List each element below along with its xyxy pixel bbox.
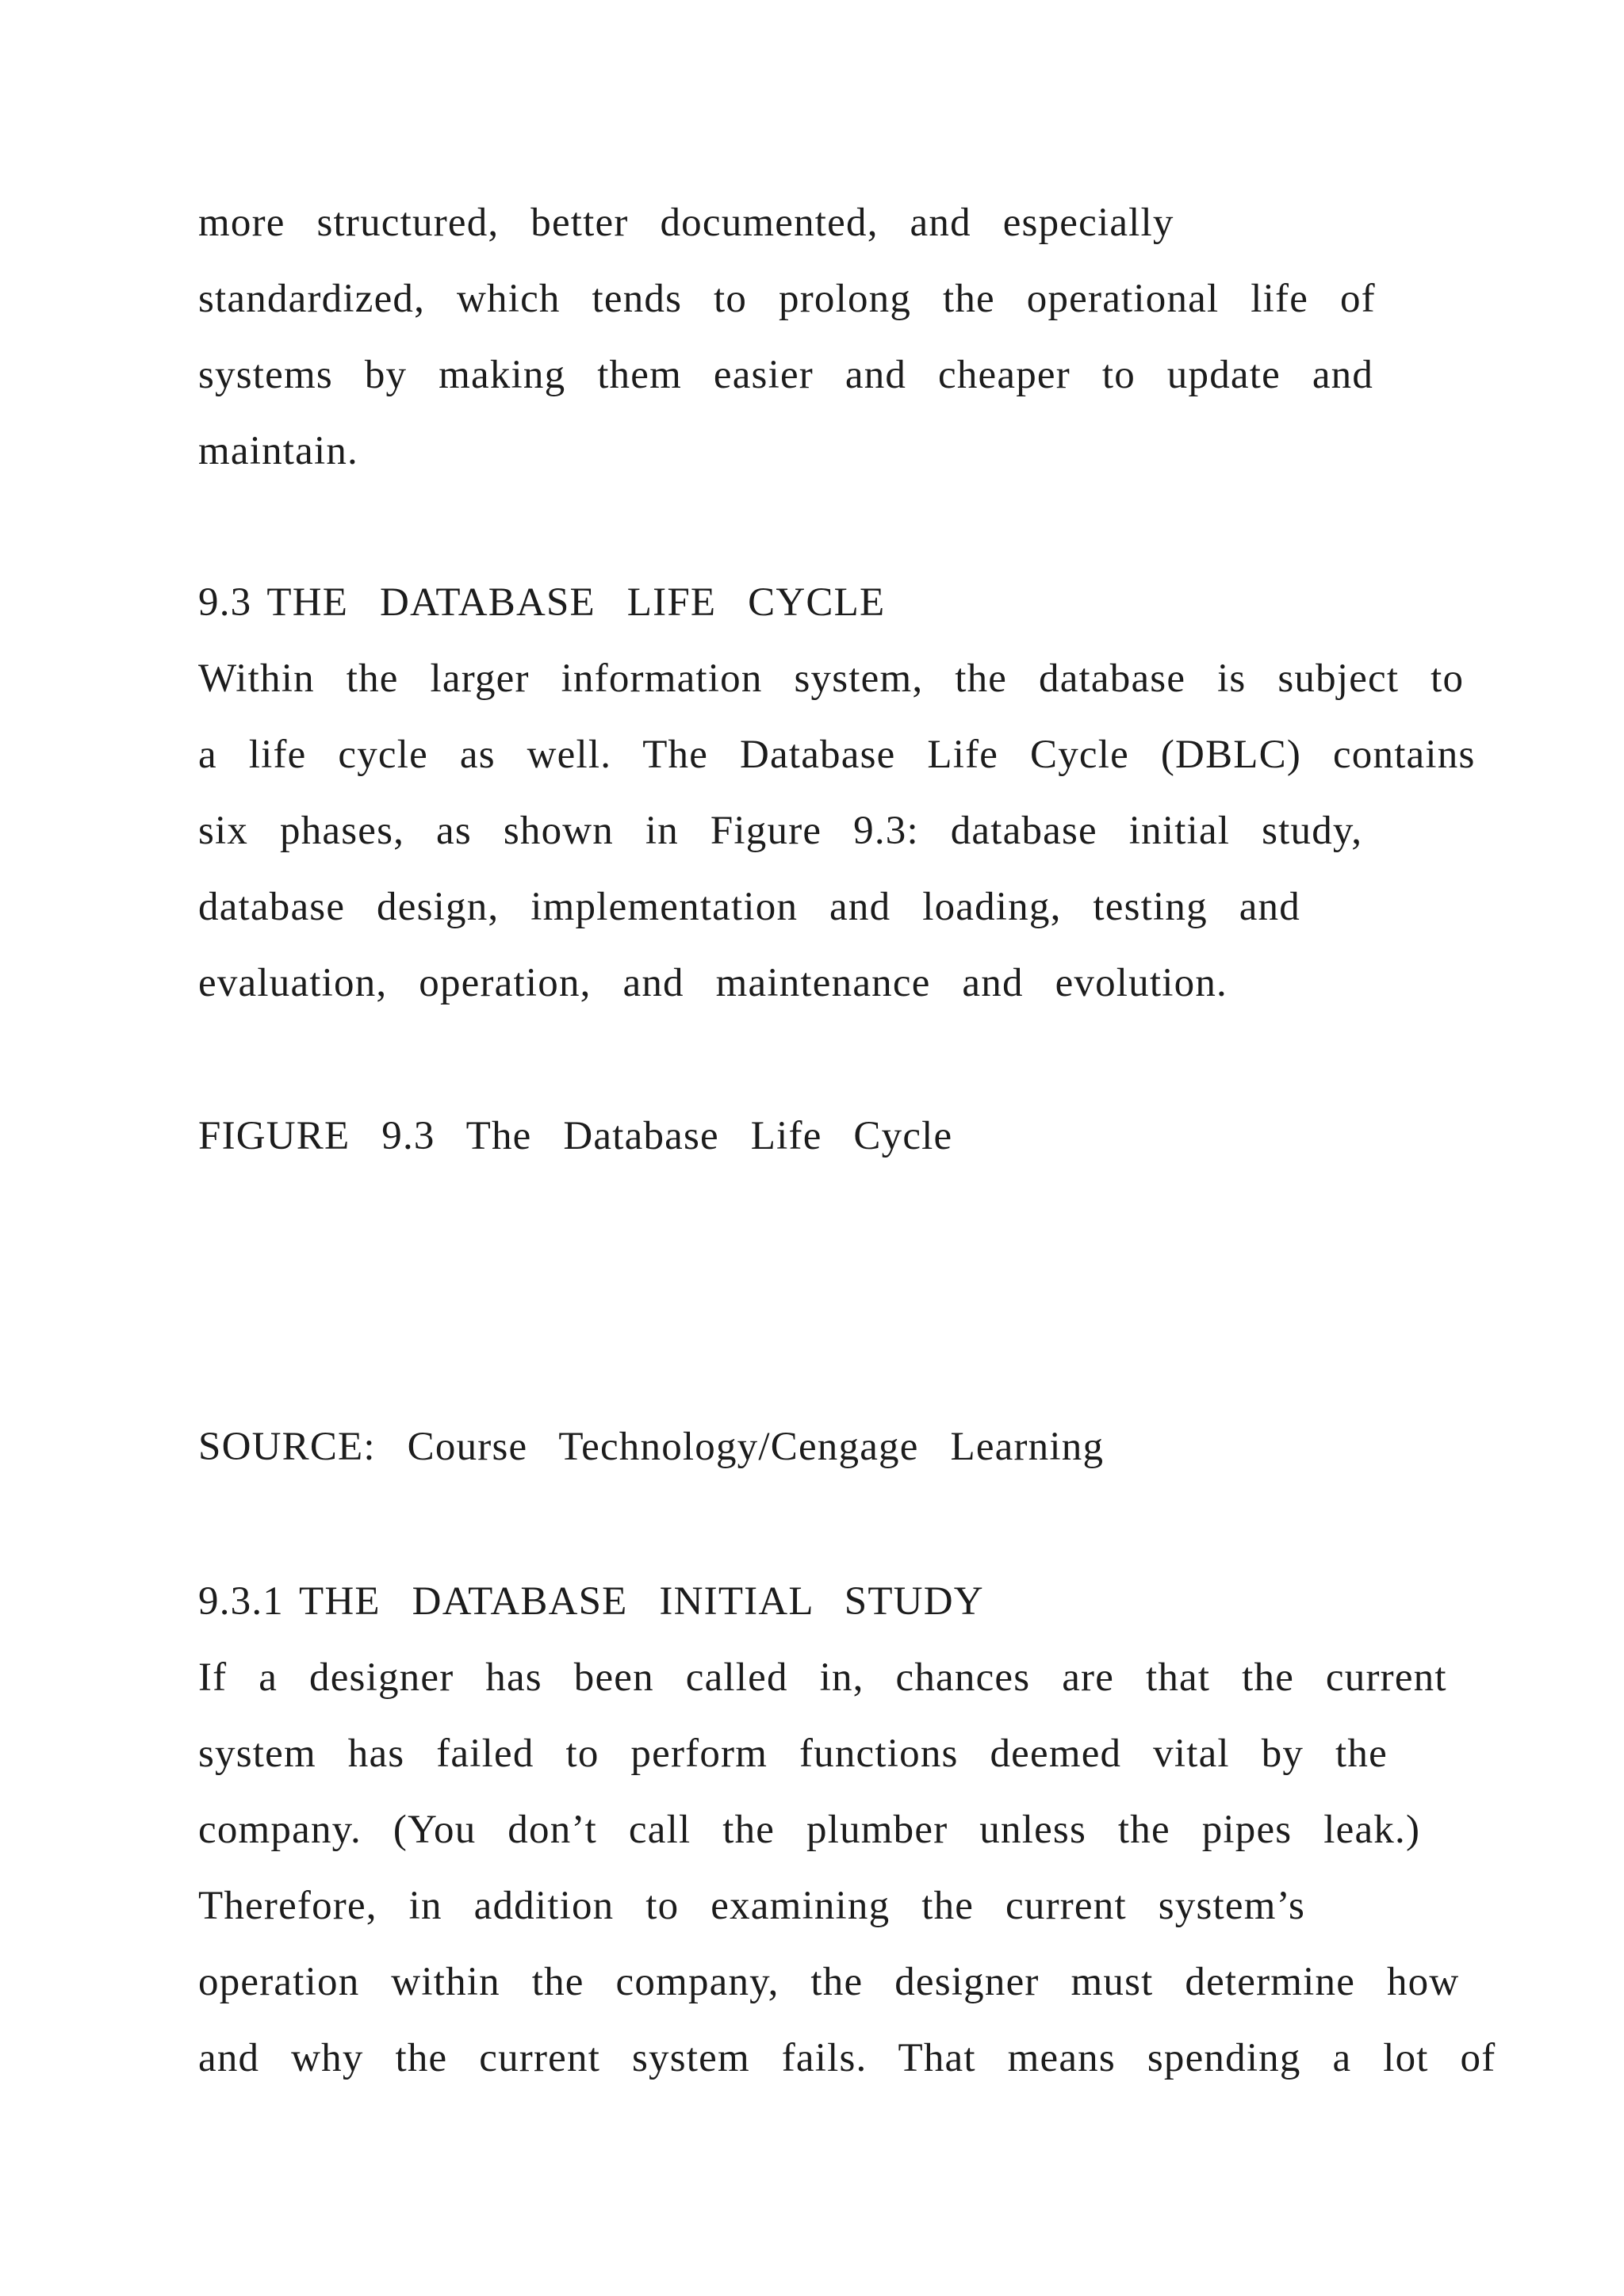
paragraph-line: If a designer has been called in, chances are that the current bbox=[198, 1655, 1447, 1700]
figure-source: SOURCE: Course Technology/Cengage Learning bbox=[198, 1425, 1105, 1469]
section-heading: 9.3 THE DATABASE LIFE CYCLE bbox=[198, 580, 886, 625]
paragraph-line: company. (You don’t call the plumber unless the pipes leak.) bbox=[198, 1808, 1421, 1852]
paragraph-line: database design, implementation and loading, testing and bbox=[198, 885, 1300, 929]
paragraph-line: maintain. bbox=[198, 429, 359, 473]
paragraph-line: operation within the company, the designer must determine how bbox=[198, 1960, 1460, 2004]
paragraph-line: Therefore, in addition to examining the current system’s bbox=[198, 1884, 1306, 1928]
paragraph-line: six phases, as shown in Figure 9.3: database initial study, bbox=[198, 809, 1363, 853]
paragraph-line: and why the current system fails. That means spending a lot of bbox=[198, 2036, 1496, 2080]
section-heading: 9.3.1 THE DATABASE INITIAL STUDY bbox=[198, 1579, 984, 1624]
figure-caption: FIGURE 9.3 The Database Life Cycle bbox=[198, 1114, 953, 1158]
paragraph-line: system has failed to perform functions deemed vital by the bbox=[198, 1732, 1388, 1776]
paragraph-line: evaluation, operation, and maintenance and evolution. bbox=[198, 961, 1228, 1005]
paragraph-line: Within the larger information system, the database is subject to bbox=[198, 656, 1465, 701]
paragraph-line: more structured, better documented, and especially bbox=[198, 201, 1174, 245]
paragraph-line: standardized, which tends to prolong the operational life of bbox=[198, 277, 1376, 321]
paragraph-line: systems by making them easier and cheaper to update and bbox=[198, 353, 1374, 397]
paragraph-line: a life cycle as well. The Database Life Cycle (DBLC) contains bbox=[198, 733, 1476, 777]
